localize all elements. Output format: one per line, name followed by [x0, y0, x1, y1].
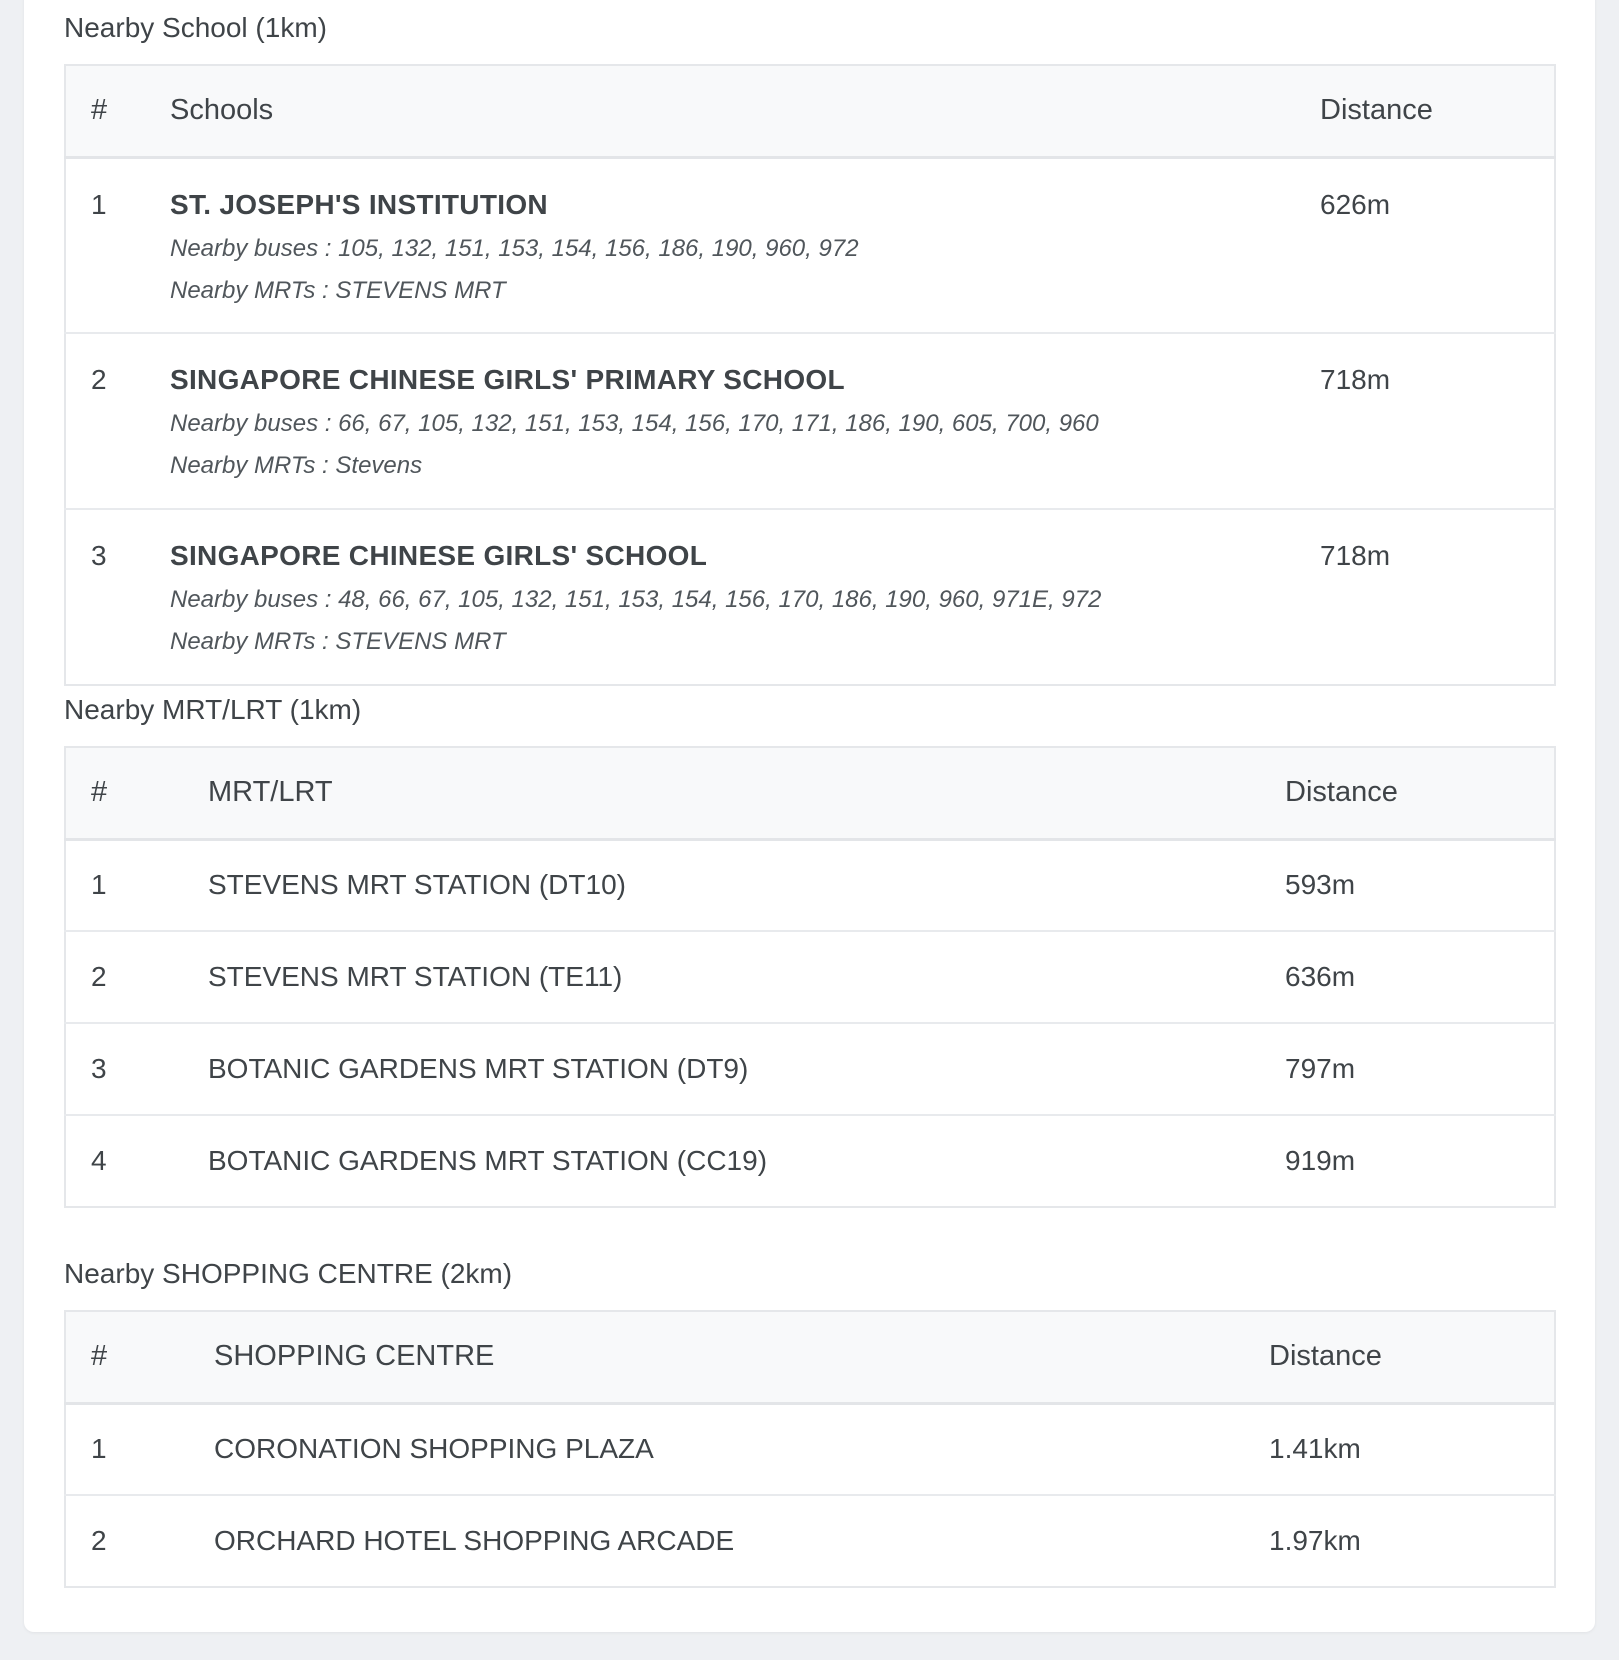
shopping-name: ORCHARD HOTEL SHOPPING ARCADE [214, 1495, 1269, 1587]
mrt-distance: 636m [1285, 931, 1555, 1023]
school-distance: 626m [1320, 157, 1555, 333]
schools-header-num: # [65, 65, 170, 157]
mrt-name: BOTANIC GARDENS MRT STATION (CC19) [208, 1115, 1285, 1207]
shopping-table [64, 1310, 1556, 1588]
mrt-table [64, 746, 1556, 1208]
mrt-name: STEVENS MRT STATION (DT10) [208, 839, 1285, 931]
mrt-row [65, 1115, 1555, 1207]
school-mrts: Nearby MRTs : Stevens [170, 452, 423, 479]
school-num: 2 [65, 333, 170, 509]
school-cell [170, 157, 1320, 333]
mrt-table-header [65, 747, 1555, 839]
school-buses: Nearby buses : 48, 66, 67, 105, 132, 151, 153, 154, 156, 170, 186, 190, 960, 971E, 972 [170, 586, 1102, 613]
schools-table [64, 64, 1556, 686]
school-buses: Nearby buses : 66, 67, 105, 132, 151, 153, 154, 156, 170, 171, 186, 190, 605, 700, 960 [170, 410, 1099, 437]
school-num: 1 [65, 157, 170, 333]
shopping-row [65, 1403, 1555, 1495]
shopping-name: CORONATION SHOPPING PLAZA [214, 1403, 1269, 1495]
school-name: ST. JOSEPH'S INSTITUTION [170, 188, 548, 220]
mrt-header-name: MRT/LRT [208, 747, 1285, 839]
school-num: 3 [65, 509, 170, 685]
school-row [65, 157, 1555, 333]
mrt-distance: 919m [1285, 1115, 1555, 1207]
school-distance: 718m [1320, 509, 1555, 685]
shopping-num: 2 [65, 1495, 214, 1587]
shopping-distance: 1.41km [1269, 1403, 1555, 1495]
shopping-header-name: SHOPPING CENTRE [214, 1311, 1269, 1403]
school-distance: 718m [1320, 333, 1555, 509]
shopping-num: 1 [65, 1403, 214, 1495]
shopping-distance: 1.97km [1269, 1495, 1555, 1587]
school-mrts: Nearby MRTs : STEVENS MRT [170, 628, 506, 655]
amenities-card [24, 0, 1595, 1632]
mrt-header-distance: Distance [1285, 747, 1555, 839]
shopping-table-header [65, 1311, 1555, 1403]
schools-table-header [65, 65, 1555, 157]
mrt-num: 3 [65, 1023, 208, 1115]
schools-header-distance: Distance [1320, 65, 1555, 157]
shopping-section-title: Nearby SHOPPING CENTRE (2km) [64, 1258, 513, 1289]
mrt-num: 2 [65, 931, 208, 1023]
school-cell [170, 333, 1320, 509]
shopping-header-num: # [65, 1311, 214, 1403]
mrt-header-num: # [65, 747, 208, 839]
mrt-name: STEVENS MRT STATION (TE11) [208, 931, 1285, 1023]
mrt-distance: 797m [1285, 1023, 1555, 1115]
mrt-row [65, 931, 1555, 1023]
schools-section-title: Nearby School (1km) [64, 12, 327, 43]
school-mrts: Nearby MRTs : STEVENS MRT [170, 276, 506, 304]
mrt-section-title: Nearby MRT/LRT (1km) [64, 694, 362, 725]
school-name: SINGAPORE CHINESE GIRLS' PRIMARY SCHOOL [170, 364, 845, 395]
school-cell [170, 509, 1320, 685]
school-name: SINGAPORE CHINESE GIRLS' SCHOOL [170, 540, 708, 571]
mrt-name: BOTANIC GARDENS MRT STATION (DT9) [208, 1023, 1285, 1115]
mrt-row [65, 1023, 1555, 1115]
schools-header-name: Schools [170, 65, 1320, 157]
shopping-header-distance: Distance [1269, 1311, 1555, 1403]
mrt-num: 4 [65, 1115, 208, 1207]
school-buses: Nearby buses : 105, 132, 151, 153, 154, 156, 186, 190, 960, 972 [170, 234, 859, 262]
school-row [65, 333, 1555, 509]
mrt-num: 1 [65, 839, 208, 931]
school-row [65, 509, 1555, 685]
mrt-distance: 593m [1285, 839, 1555, 931]
shopping-row [65, 1495, 1555, 1587]
mrt-row [65, 839, 1555, 931]
